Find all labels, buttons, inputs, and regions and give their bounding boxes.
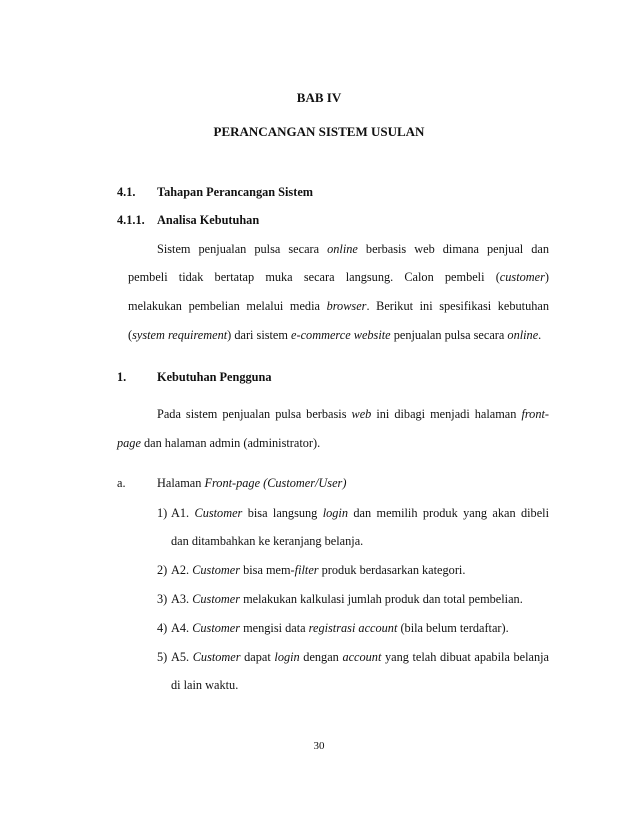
para2-line2: page dan halaman admin (administrator). (117, 436, 321, 450)
section-4-1-title: Tahapan Perancangan Sistem (157, 185, 314, 199)
list-item-3-line1: A3. Customer melakukan kalkulasi jumlah produk dan total pembelian. (171, 592, 523, 606)
list-item-1-line2: dan ditambahkan ke keranjang belanja. (171, 534, 364, 548)
para1-line1: Sistem penjualan pulsa secara online berbasis web dimana penjual dan (157, 242, 550, 256)
page-number: 30 (313, 740, 325, 752)
list-item-number: 4) (157, 621, 168, 635)
list-item-number: 5) (157, 650, 168, 664)
list-item-number: 1) (157, 506, 168, 520)
section-1-title: Kebutuhan Pengguna (157, 370, 272, 384)
para1-line4: (system requirement) dari sistem e-commerce website penjualan pulsa secara online. (128, 328, 542, 342)
list-item-1-line1: A1. Customer bisa langsung login dan memilih produk yang akan dibeli (171, 506, 549, 520)
list-item-5-line2: di lain waktu. (171, 678, 239, 692)
section-a-title: Halaman Front-page (Customer/User) (157, 476, 347, 490)
list-item-number: 3) (157, 592, 168, 606)
section-4-1-1-number: 4.1.1. (117, 213, 145, 227)
para1-line3: melakukan pembelian melalui media browser. Berikut ini spesifikasi kebutuhan (128, 299, 549, 313)
section-a-number: a. (117, 476, 126, 490)
list-item-2-line1: A2. Customer bisa mem-filter produk berdasarkan kategori. (171, 563, 466, 577)
chapter-label: BAB IV (296, 90, 342, 105)
chapter-title: PERANCANGAN SISTEM USULAN (213, 124, 425, 139)
para1-line2: pembeli tidak bertatap muka secara langsung. Calon pembeli (customer) (128, 270, 549, 284)
para2-line1: Pada sistem penjualan pulsa berbasis web ini dibagi menjadi halaman front- (157, 407, 549, 421)
section-4-1-number: 4.1. (117, 185, 136, 199)
section-4-1-1-title: Analisa Kebutuhan (157, 213, 260, 227)
section-1-number: 1. (117, 370, 127, 384)
list-item-5-line1: A5. Customer dapat login dengan account yang telah dibuat apabila belanja (171, 650, 549, 664)
list-item-4-line1: A4. Customer mengisi data registrasi account (bila belum terdaftar). (171, 621, 509, 635)
list-item-number: 2) (157, 563, 168, 577)
